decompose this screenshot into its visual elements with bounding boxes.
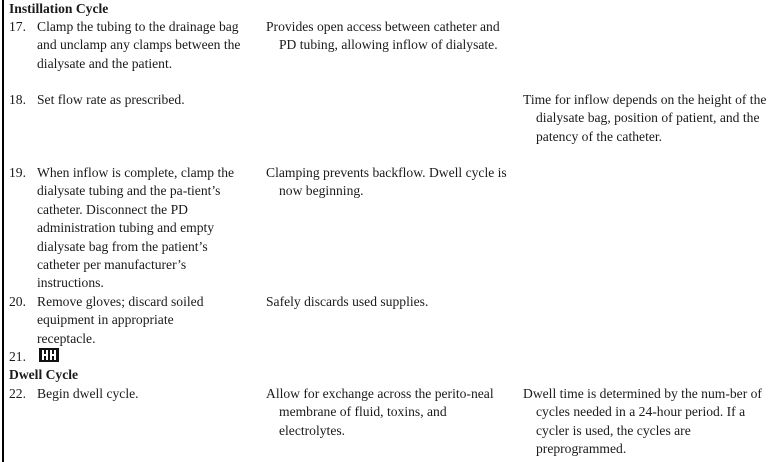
- step-18-note: Time for inflow depends on the height of the dialysate bag, position of patient, and the patency of the catheter.: [523, 92, 767, 144]
- step-number: 21.: [9, 349, 26, 364]
- dwell-cycle-heading: Dwell Cycle: [9, 367, 79, 382]
- step-17-rationale: Provides open access between catheter and PD tubing, allowing inflow of dialysate.: [266, 19, 500, 53]
- step-number: 22.: [9, 386, 26, 401]
- step-19: [9, 164, 259, 293]
- step-20-rationale: Safely discards used supplies.: [266, 294, 429, 309]
- left-margin-rule: [2, 0, 4, 462]
- step-number: 18.: [9, 92, 26, 107]
- step-action: Clamp the tubing to the drainage bag and unclamp any clamps between the dialysate and the patient.: [37, 19, 241, 71]
- step-17: [9, 18, 259, 73]
- step-22: [9, 385, 259, 403]
- step-22-note: Dwell time is determined by the num-ber of cycles needed in a 24-hour period. If a cycler is used, the cycles are preprogrammed.: [523, 386, 762, 457]
- step-22-rationale: Allow for exchange across the perito-neal membrane of fluid, toxins, and electrolytes.: [266, 386, 494, 438]
- step-action: Begin dwell cycle.: [37, 386, 139, 401]
- instillation-cycle-heading: Instillation Cycle: [9, 1, 109, 16]
- hand-hygiene-icon: [39, 348, 59, 362]
- step-number: 19.: [9, 165, 26, 180]
- step-18: [9, 91, 259, 109]
- step-number: 20.: [9, 294, 26, 309]
- step-action: Remove gloves; discard soiled equipment in appropriate receptacle.: [37, 294, 204, 346]
- step-number: 17.: [9, 19, 26, 34]
- step-20: [9, 293, 259, 348]
- step-action: Set flow rate as prescribed.: [37, 92, 185, 107]
- step-19-rationale: Clamping prevents backflow. Dwell cycle is now beginning.: [266, 165, 507, 199]
- step-action: When inflow is complete, clamp the dialysate tubing and the pa-tient’s catheter. Disconnect the PD administration tubing and empty dialysate bag from the patient’s catheter per manufacturer’s instructions.: [37, 165, 235, 291]
- step-21: [9, 348, 259, 366]
